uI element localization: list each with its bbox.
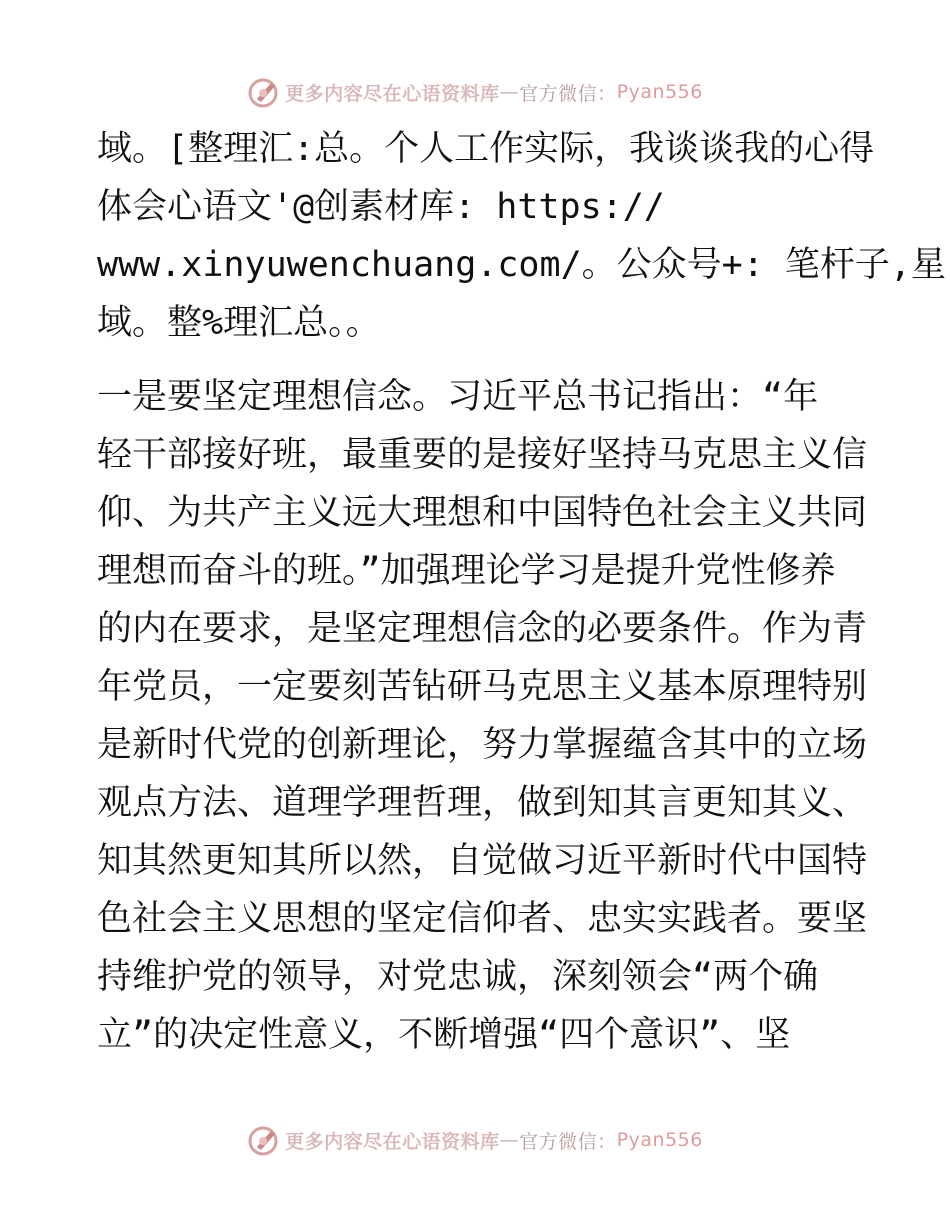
text-line: 体会心语文'@创素材库: https:// <box>97 187 665 227</box>
text-line: 年党员，一定要刻苦钻研马克思主义基本原理特别 <box>97 667 868 707</box>
paragraph-2 <box>97 368 868 1064</box>
watermark-wechat-id: Pyan556 <box>616 1129 703 1151</box>
text-line: 一是要坚定理想信念。习近平总书记指出：“年 <box>97 377 819 417</box>
text-line: 域。[整理汇:总。个人工作实际，我谈谈我的心得 <box>97 129 875 169</box>
watermark-wechat-label: 官方微信： <box>519 1130 617 1153</box>
text-line: 域。整%理汇总。。 <box>97 303 381 343</box>
watermark-wechat-label: 官方微信： <box>519 82 617 105</box>
pen-seal-icon <box>247 1123 281 1157</box>
pen-seal-icon <box>247 75 281 109</box>
paragraph-1 <box>97 120 946 352</box>
watermark-footer <box>0 1120 950 1160</box>
text-line: 轻干部接好班，最重要的是接好坚持马克思主义信 <box>97 435 868 475</box>
text-line: 知其然更知其所以然，自觉做习近平新时代中国特 <box>97 841 868 881</box>
text-line: 立”的决定性意义，不断增强“四个意识”、坚 <box>97 1015 791 1055</box>
text-line: 理想而奋斗的班。”加强理论学习是提升党性修养 <box>97 551 836 591</box>
text-line: 仰、为共产主义远大理想和中国特色社会主义共同 <box>97 493 868 533</box>
watermark-brand: 更多内容尽在心语资料库 <box>285 1130 500 1153</box>
text-line: 持维护党的领导，对党忠诚，深刻领会“两个确 <box>97 957 819 997</box>
watermark-separator: — <box>499 1129 520 1151</box>
watermark-wechat-id: Pyan556 <box>616 81 703 103</box>
text-line: 观点方法、道理学理哲理，做到知其言更知其义、 <box>97 783 868 823</box>
text-line: 色社会主义思想的坚定信仰者、忠实实践者。要坚 <box>97 899 868 939</box>
text-line: www.xinyuwenchuang.com/。公众号+: 笔杆子,星 <box>97 245 946 285</box>
watermark-separator: — <box>499 81 520 103</box>
document-body <box>97 120 946 1064</box>
watermark-brand: 更多内容尽在心语资料库 <box>285 82 500 105</box>
watermark-header <box>0 72 950 112</box>
text-line: 的内在要求，是坚定理想信念的必要条件。作为青 <box>97 609 868 649</box>
text-line: 是新时代党的创新理论，努力掌握蕴含其中的立场 <box>97 725 868 765</box>
